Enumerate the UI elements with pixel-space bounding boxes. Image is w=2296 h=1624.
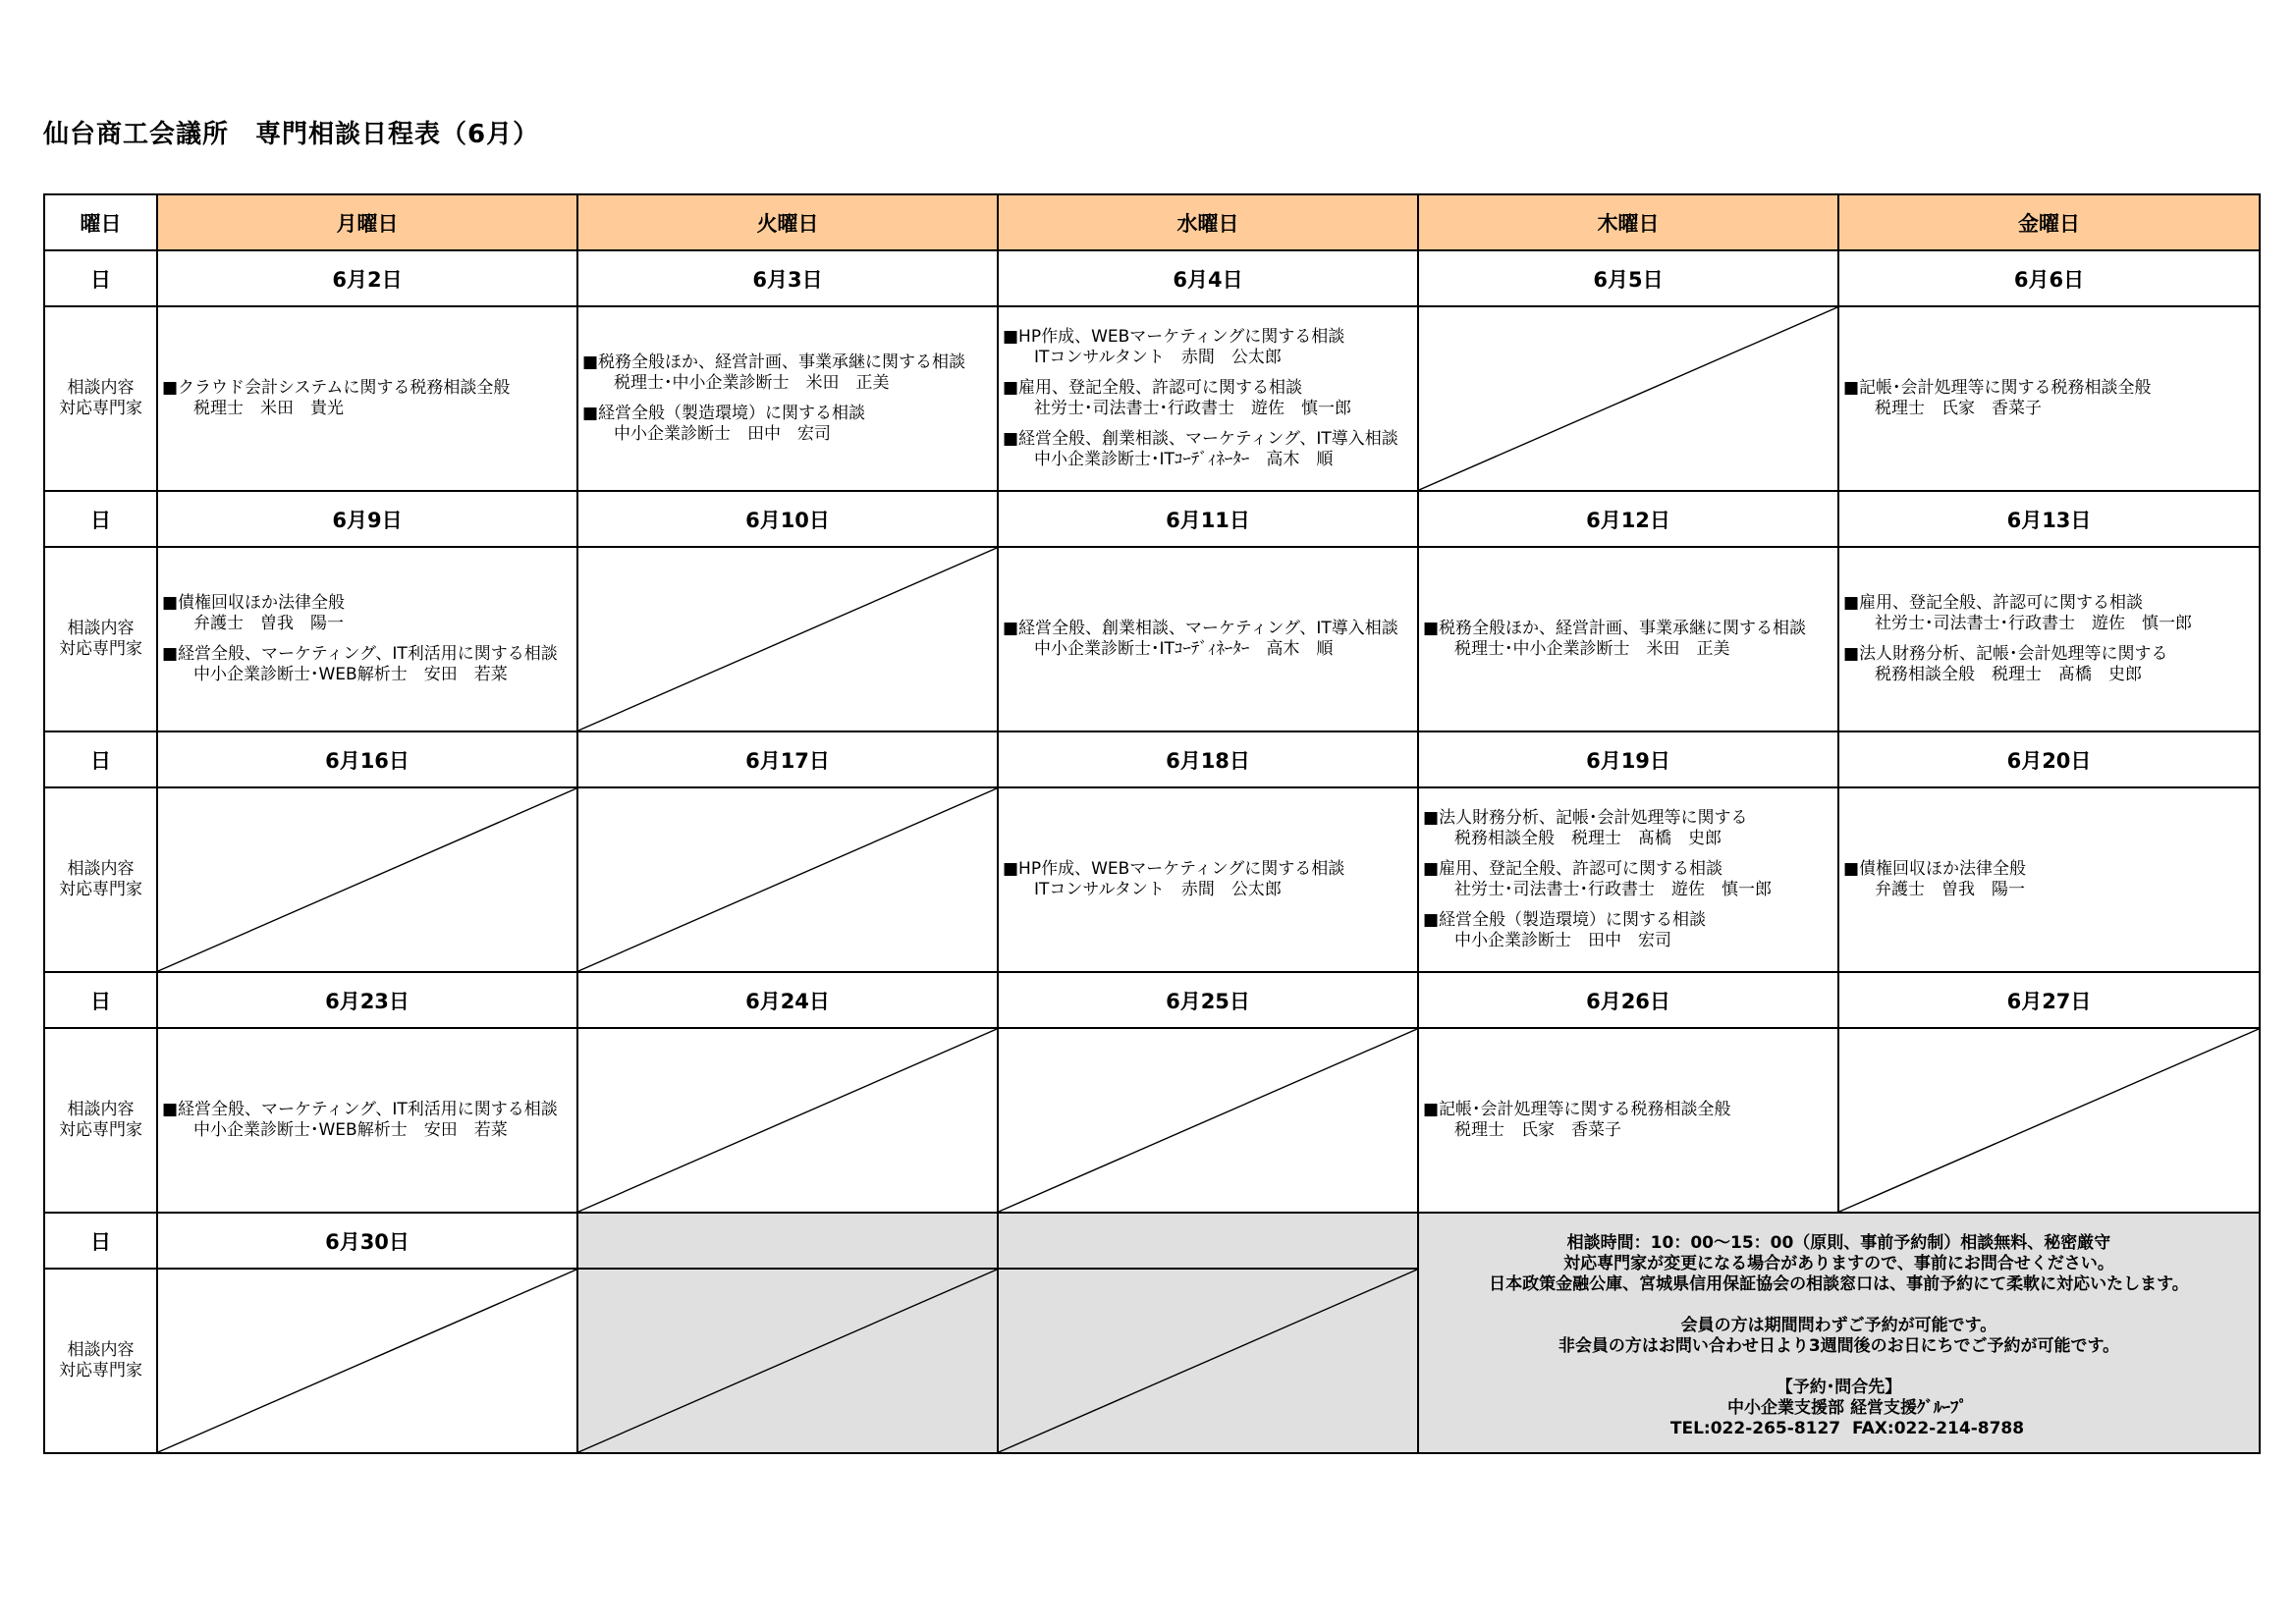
consultation-expert: 税務相談全般 税理士 髙橋 史郎 — [1875, 665, 2142, 684]
date-cell: 6月5日 — [1418, 250, 1838, 306]
consultation-expert: 中小企業診断士･WEB解析士 安田 若菜 — [193, 1120, 508, 1140]
consultation-expert: 中小企業診断士･ITｺｰﾃﾞｨﾈｰﾀｰ 高木 順 — [1034, 639, 1334, 659]
consultation-entry — [1423, 619, 1833, 660]
consultation-cell — [577, 787, 998, 972]
consultation-topic: ■経営全般（製造環境）に関する相談 — [582, 404, 866, 423]
consultation-expert: 税理士･中小企業診断士 米田 正美 — [614, 373, 890, 393]
consultation-topic: ■雇用、登記全般、許認可に関する相談 — [1423, 859, 1723, 879]
consultation-entry — [1843, 378, 2255, 419]
header-day: 水曜日 — [998, 194, 1418, 250]
date-row-label: 日 — [44, 731, 157, 787]
consultation-topic: ■法人財務分析、記帳･会計処理等に関する — [1423, 808, 1748, 828]
notes-line: 日本政策金融公庫、宮城県信用保証協会の相談窓口は、事前予約にて柔軟に対応いたします。 — [1489, 1274, 2189, 1294]
consultation-expert: 税理士 氏家 香菜子 — [1454, 1120, 1621, 1140]
date-cell: 6月11日 — [998, 491, 1418, 547]
consultation-expert: 弁護士 曽我 陽一 — [1875, 880, 2025, 899]
unavailable-slash — [999, 1029, 1417, 1212]
label-expert: 対応専門家 — [59, 1361, 142, 1380]
unavailable-slash — [1839, 1029, 2259, 1212]
consultation-entry — [162, 644, 573, 685]
header-day: 火曜日 — [577, 194, 998, 250]
header-day: 金曜日 — [1838, 194, 2260, 250]
notes-line — [1425, 1295, 2253, 1316]
date-cell: 6月25日 — [998, 972, 1418, 1028]
unavailable-slash — [158, 1270, 576, 1452]
date-row-label: 日 — [44, 250, 157, 306]
unavailable-slash — [578, 1029, 997, 1212]
consultation-cell — [577, 306, 998, 491]
consultation-entry — [1423, 859, 1833, 900]
consultation-entry — [1003, 429, 1413, 470]
consultation-topic: ■HP作成、WEBマーケティングに関する相談 — [1003, 859, 1345, 879]
consultation-cell — [1418, 547, 1838, 731]
consultation-cell — [1838, 547, 2260, 731]
consultation-entry — [1843, 644, 2255, 685]
unavailable-slash — [1419, 307, 1837, 490]
consultation-cell — [577, 1028, 998, 1213]
consultation-entry — [1843, 593, 2255, 634]
consultation-expert: 中小企業診断士･ITｺｰﾃﾞｨﾈｰﾀｰ 高木 順 — [1034, 450, 1334, 469]
consultation-topic: ■記帳･会計処理等に関する税務相談全般 — [1843, 378, 2152, 398]
consultation-entry — [1003, 378, 1413, 419]
consultation-topic: ■税務全般ほか、経営計画、事業承継に関する相談 — [1423, 619, 1807, 638]
label-content: 相談内容 — [67, 1340, 135, 1360]
consultation-entry — [162, 378, 573, 419]
notes-line: 相談時間：10：00～15：00（原則、事前予約制）相談無料、秘密厳守 — [1566, 1233, 2111, 1253]
date-cell: 6月19日 — [1418, 731, 1838, 787]
consultation-entry — [162, 593, 573, 634]
label-content: 相談内容 — [67, 619, 135, 638]
date-cell: 6月2日 — [157, 250, 577, 306]
content-row-label — [44, 547, 157, 731]
notes-line: 中小企業支援部 経営支援ｸﾞﾙｰﾌﾟ — [1711, 1398, 1967, 1418]
content-row-label — [44, 787, 157, 972]
consultation-topic: ■記帳･会計処理等に関する税務相談全般 — [1423, 1100, 1731, 1119]
consultation-expert: ITコンサルタント 赤間 公太郎 — [1034, 348, 1282, 367]
date-cell: 6月12日 — [1418, 491, 1838, 547]
date-cell: 6月23日 — [157, 972, 577, 1028]
unavailable-slash — [578, 548, 997, 731]
consultation-topic: ■法人財務分析、記帳･会計処理等に関する — [1843, 644, 2168, 664]
consultation-cell — [1838, 306, 2260, 491]
consultation-topic: ■雇用、登記全般、許認可に関する相談 — [1843, 593, 2144, 613]
notes-line: 【予約･問合先】 — [1776, 1378, 1902, 1397]
consultation-expert: ITコンサルタント 赤間 公太郎 — [1034, 880, 1282, 899]
blank-gray-cell — [998, 1213, 1418, 1269]
consultation-cell — [1838, 1028, 2260, 1213]
consultation-topic: ■経営全般（製造環境）に関する相談 — [1423, 910, 1707, 930]
consultation-cell — [998, 306, 1418, 491]
consultation-cell — [998, 787, 1418, 972]
header-weekday-label: 曜日 — [44, 194, 157, 250]
consultation-expert: 社労士･司法書士･行政書士 遊佐 慎一郎 — [1454, 880, 1772, 899]
consultation-entry — [1423, 1100, 1833, 1141]
content-row-label — [44, 1269, 157, 1453]
notes-line: 非会員の方はお問い合わせ日より3週間後のお日にちでご予約が可能です。 — [1558, 1336, 2120, 1356]
consultation-expert: 社労士･司法書士･行政書士 遊佐 慎一郎 — [1875, 614, 2192, 633]
schedule-table — [43, 193, 2261, 1454]
date-cell: 6月26日 — [1418, 972, 1838, 1028]
date-cell: 6月4日 — [998, 250, 1418, 306]
consultation-cell — [157, 547, 577, 731]
consultation-entry — [582, 352, 993, 394]
consultation-expert: 社労士･司法書士･行政書士 遊佐 慎一郎 — [1034, 399, 1351, 418]
date-cell: 6月3日 — [577, 250, 998, 306]
consultation-expert: 税務相談全般 税理士 髙橋 史郎 — [1454, 829, 1722, 848]
consultation-expert: 中小企業診断士 田中 宏司 — [1454, 931, 1671, 950]
label-content: 相談内容 — [67, 1100, 135, 1119]
consultation-expert: 税理士･中小企業診断士 米田 正美 — [1454, 639, 1730, 659]
consultation-topic: ■債権回収ほか法律全般 — [162, 593, 346, 613]
label-expert: 対応専門家 — [59, 399, 142, 418]
consultation-expert: 税理士 氏家 香菜子 — [1875, 399, 2042, 418]
consultation-cell — [157, 1269, 577, 1453]
consultation-cell — [1418, 1028, 1838, 1213]
date-cell: 6月16日 — [157, 731, 577, 787]
consultation-entry — [1003, 859, 1413, 900]
blank-gray-cell — [577, 1213, 998, 1269]
consultation-topic: ■経営全般、マーケティング、IT利活用に関する相談 — [162, 644, 558, 664]
date-cell: 6月10日 — [577, 491, 998, 547]
date-cell: 6月24日 — [577, 972, 998, 1028]
consultation-entry — [1843, 859, 2255, 900]
consultation-entry — [1003, 619, 1413, 660]
label-expert: 対応専門家 — [59, 1120, 142, 1140]
date-cell: 6月30日 — [157, 1213, 577, 1269]
consultation-expert: 中小企業診断士 田中 宏司 — [614, 424, 831, 444]
consultation-topic: ■雇用、登記全般、許認可に関する相談 — [1003, 378, 1303, 398]
consultation-entry — [1423, 808, 1833, 849]
date-row-label: 日 — [44, 972, 157, 1028]
unavailable-slash — [999, 1270, 1417, 1452]
header-day: 月曜日 — [157, 194, 577, 250]
date-cell: 6月13日 — [1838, 491, 2260, 547]
label-content: 相談内容 — [67, 378, 135, 398]
consultation-entry — [162, 1100, 573, 1141]
notes-line: 会員の方は期間問わずご予約が可能です。 — [1680, 1316, 1997, 1335]
consultation-cell — [157, 306, 577, 491]
consultation-cell — [1838, 787, 2260, 972]
consultation-expert: 弁護士 曽我 陽一 — [193, 614, 344, 633]
label-expert: 対応専門家 — [59, 880, 142, 899]
notes-line — [1425, 1357, 2253, 1378]
notes-line: TEL:022-265-8127 FAX:022-214-8788 — [1653, 1419, 2025, 1438]
content-row-label — [44, 1028, 157, 1213]
consultation-topic: ■税務全般ほか、経営計画、事業承継に関する相談 — [582, 352, 966, 372]
consultation-cell — [157, 1028, 577, 1213]
consultation-topic: ■債権回収ほか法律全般 — [1843, 859, 2027, 879]
date-row-label: 日 — [44, 1213, 157, 1269]
page-title: 仙台商工会議所 専門相談日程表（6月） — [43, 120, 540, 149]
unavailable-slash — [578, 1270, 997, 1452]
date-cell: 6月18日 — [998, 731, 1418, 787]
label-content: 相談内容 — [67, 859, 135, 879]
header-day: 木曜日 — [1418, 194, 1838, 250]
consultation-expert: 税理士 米田 貴光 — [193, 399, 344, 418]
blank-gray-cell — [998, 1269, 1418, 1453]
consultation-entry — [1003, 327, 1413, 368]
consultation-cell — [157, 787, 577, 972]
label-expert: 対応専門家 — [59, 639, 142, 659]
consultation-entry — [582, 404, 993, 445]
consultation-cell — [1418, 306, 1838, 491]
date-cell: 6月9日 — [157, 491, 577, 547]
consultation-cell — [998, 1028, 1418, 1213]
blank-gray-cell — [577, 1269, 998, 1453]
consultation-cell — [577, 547, 998, 731]
date-cell: 6月27日 — [1838, 972, 2260, 1028]
notes-line: 対応専門家が変更になる場合がありますので、事前にお問合せください。 — [1563, 1254, 2114, 1273]
consultation-topic: ■クラウド会計システムに関する税務相談全般 — [162, 378, 511, 398]
date-cell: 6月20日 — [1838, 731, 2260, 787]
unavailable-slash — [578, 788, 997, 971]
consultation-cell — [998, 547, 1418, 731]
consultation-entry — [1423, 910, 1833, 951]
content-row-label — [44, 306, 157, 491]
consultation-expert: 中小企業診断士･WEB解析士 安田 若菜 — [193, 665, 508, 684]
date-cell: 6月6日 — [1838, 250, 2260, 306]
notes-panel — [1418, 1213, 2260, 1453]
unavailable-slash — [158, 788, 576, 971]
consultation-topic: ■経営全般、マーケティング、IT利活用に関する相談 — [162, 1100, 558, 1119]
consultation-topic: ■経営全般、創業相談、マーケティング、IT導入相談 — [1003, 619, 1398, 638]
date-row-label: 日 — [44, 491, 157, 547]
consultation-cell — [1418, 787, 1838, 972]
consultation-topic: ■HP作成、WEBマーケティングに関する相談 — [1003, 327, 1345, 347]
date-cell: 6月17日 — [577, 731, 998, 787]
consultation-topic: ■経営全般、創業相談、マーケティング、IT導入相談 — [1003, 429, 1398, 449]
